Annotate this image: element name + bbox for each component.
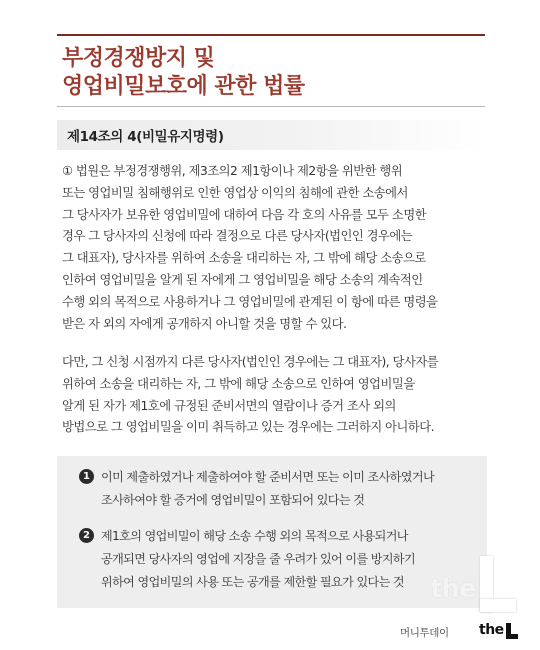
paragraph-1 bbox=[62, 161, 486, 335]
title-divider bbox=[57, 106, 485, 107]
watermark-the-text: the bbox=[430, 574, 476, 604]
text-line: 방법으로 그 영업비밀을 이미 취득하고 있는 경우에는 그러하지 아니하다. bbox=[62, 420, 435, 435]
section-heading-bar bbox=[57, 120, 485, 150]
law-title bbox=[62, 45, 482, 101]
number-badge-icon: 2 bbox=[79, 528, 94, 543]
brand-logo bbox=[400, 622, 540, 642]
text-line: 인하여 영업비밀을 알게 된 자에게 그 영업비밀을 해당 소송의 계속적인 bbox=[62, 272, 423, 287]
condition-text bbox=[101, 466, 481, 512]
text-line: 조사하여야 할 증거에 영업비밀이 포함되어 있다는 것 bbox=[101, 493, 365, 507]
text-line: 그 당사자가 보유한 영업비밀에 대하여 다음 각 호의 사유를 모두 소명한 bbox=[62, 207, 427, 222]
top-divider bbox=[57, 34, 485, 36]
paragraph-2 bbox=[62, 352, 486, 439]
text-line: 위하여 영업비밀의 사용 또는 공개를 제한할 필요가 있다는 것 bbox=[101, 575, 405, 589]
text-line: 공개되면 당사자의 영업에 지장을 줄 우려가 있어 이를 방지하기 bbox=[101, 552, 416, 566]
brand-l-icon bbox=[506, 623, 518, 639]
text-line: 받은 자 외의 자에게 공개하지 아니할 것을 명할 수 있다. bbox=[62, 316, 347, 331]
text-line: 또는 영업비밀 침해행위로 인한 영업상 이익의 침해에 관한 소송에서 bbox=[62, 185, 408, 200]
law-title-line: 부정경쟁방지 및 bbox=[62, 46, 215, 71]
the-l-watermark bbox=[430, 556, 530, 612]
brand-name: 머니투데이 bbox=[400, 627, 449, 639]
text-line: 알게 된 자가 제1호에 규정된 준비서면의 열람이나 증거 조사 외의 bbox=[62, 398, 396, 413]
text-line: ① 법원은 부정경쟁행위, 제3조의2 제1항이나 제2항을 위반한 행위 bbox=[62, 164, 403, 178]
section-heading: 제14조의 4(비밀유지명령) bbox=[67, 129, 224, 145]
number-badge-icon: 1 bbox=[79, 469, 94, 484]
condition-text bbox=[101, 525, 481, 594]
law-title-line: 영업비밀보호에 관한 법률 bbox=[62, 74, 305, 99]
text-line: 그 대표자), 당사자를 위하여 소송을 대리하는 자, 그 밖에 해당 소송으로 bbox=[62, 251, 426, 266]
text-line: 수행 외의 목적으로 사용하거나 그 영업비밀에 관계된 이 항에 따른 명령을 bbox=[62, 294, 438, 309]
text-line: 위하여 소송을 대리하는 자, 그 밖에 해당 소송으로 인하여 영업비밀을 bbox=[62, 376, 415, 391]
text-line: 다만, 그 신청 시점까지 다른 당사자(법인인 경우에는 그 대표자), 당사자를 bbox=[62, 355, 439, 369]
conditions-box bbox=[57, 456, 487, 608]
text-line: 제1호의 영업비밀이 해당 소송 수행 외의 목적으로 사용되거나 bbox=[101, 529, 408, 543]
brand-the: the bbox=[479, 622, 504, 638]
text-line: 경우 그 당사자의 신청에 따라 결정으로 다른 당사자(법인인 경우에는 bbox=[62, 229, 413, 244]
text-line: 이미 제출하였거나 제출하여야 할 준비서면 또는 이미 조사하였거나 bbox=[101, 470, 435, 484]
watermark-l-icon bbox=[480, 556, 516, 612]
